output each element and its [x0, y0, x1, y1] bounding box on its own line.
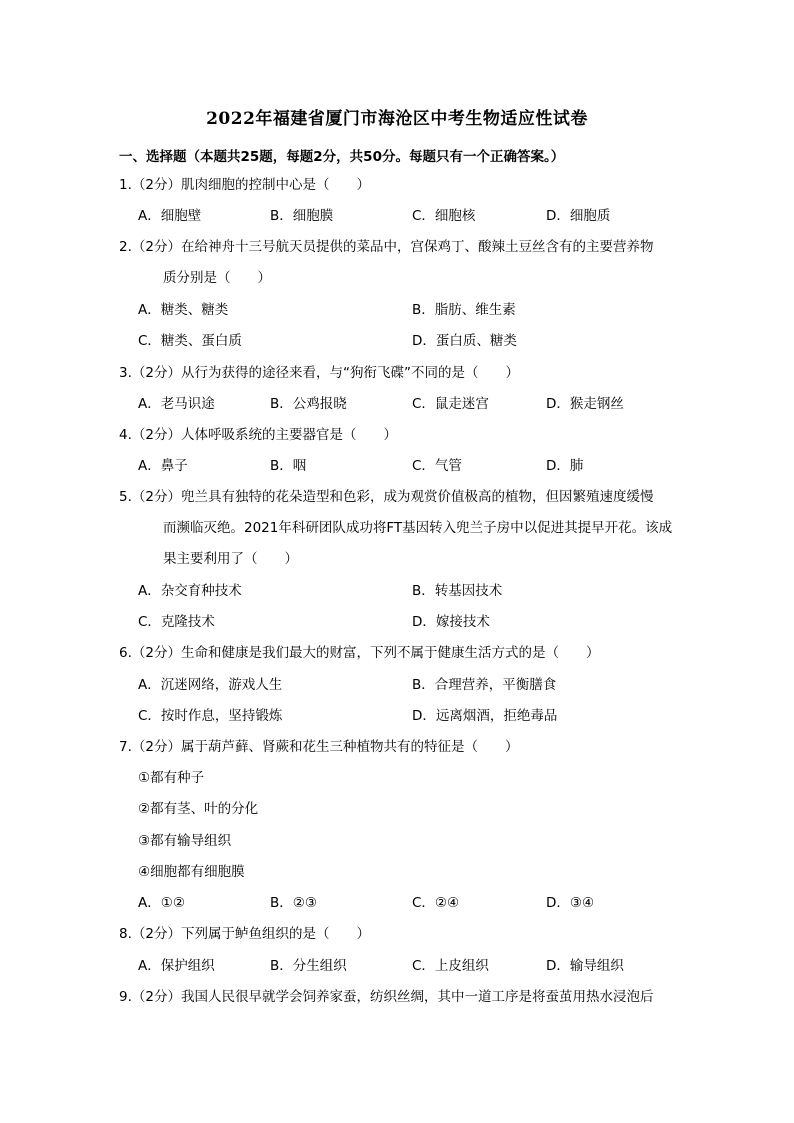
- q7-statement-2: ②都有茎、叶的分化: [138, 801, 259, 817]
- question-8: 8.（2分）下列属于鲈鱼组织的是（ ）: [119, 926, 370, 942]
- q1-option-b: B．细胞膜: [270, 208, 334, 224]
- question-3: 3.（2分）从行为获得的途径来看，与“狗衔飞碟”不同的是（ ）: [119, 365, 519, 381]
- q6-option-c: C．按时作息，坚持锻炼: [138, 708, 283, 724]
- q5-option-d: D．嫁接技术: [412, 614, 490, 630]
- q3-option-b: B．公鸡报晓: [270, 396, 347, 412]
- q1-option-a: A．细胞壁: [138, 208, 202, 224]
- q1-option-c: C．细胞核: [412, 208, 476, 224]
- q6-option-b: B．合理营养，平衡膳食: [412, 677, 557, 693]
- page-title: 2022年福建省厦门市海沧区中考生物适应性试卷: [206, 109, 588, 129]
- q8-option-b: B．分生组织: [270, 958, 347, 974]
- q3-option-a: A．老马识途: [138, 396, 215, 412]
- q7-option-d: D．③④: [546, 895, 595, 911]
- question-9: 9.（2分）我国人民很早就学会饲养家蚕，纺织丝绸，其中一道工序是将蚕茧用热水浸泡后: [119, 989, 654, 1005]
- q6-option-a: A．沉迷网络，游戏人生: [138, 677, 283, 693]
- question-2: 2.（2分）在给神舟十三号航天员提供的菜品中，宫保鸡丁、酸辣土豆丝含有的主要营养物: [119, 239, 654, 255]
- question-5-cont-1: 而濒临灭绝。2021年科研团队成功将FT基因转入兜兰子房中以促进其提早开花。该成: [163, 520, 673, 536]
- question-2-cont: 质分别是（ ）: [163, 270, 271, 286]
- q2-option-a: A．糖类、糖类: [138, 302, 229, 318]
- q8-option-d: D．输导组织: [546, 958, 624, 974]
- question-4: 4.（2分）人体呼吸系统的主要器官是（ ）: [119, 427, 397, 443]
- q7-statement-3: ③都有输导组织: [138, 833, 232, 849]
- q7-option-b: B．②③: [270, 895, 317, 911]
- q7-statement-1: ①都有种子: [138, 770, 205, 786]
- q4-option-d: D．肺: [546, 458, 584, 474]
- q6-option-d: D．远离烟酒，拒绝毒品: [412, 708, 558, 724]
- q3-option-d: D．猴走钢丝: [546, 396, 624, 412]
- q7-statement-4: ④细胞都有细胞膜: [138, 864, 245, 880]
- q2-option-d: D．蛋白质、糖类: [412, 333, 517, 349]
- q5-option-b: B．转基因技术: [412, 583, 503, 599]
- q1-option-d: D．细胞质: [546, 208, 611, 224]
- q4-option-b: B．咽: [270, 458, 307, 474]
- q2-option-c: C．糖类、蛋白质: [138, 333, 242, 349]
- q5-option-a: A．杂交育种技术: [138, 583, 242, 599]
- q5-option-c: C．克隆技术: [138, 614, 215, 630]
- question-5: 5.（2分）兜兰具有独特的花朵造型和色彩，成为观赏价值极高的植物，但因繁殖速度缓慢: [119, 489, 654, 505]
- question-1: 1.（2分）肌肉细胞的控制中心是（ ）: [119, 177, 370, 193]
- q2-option-b: B．脂肪、维生素: [412, 302, 516, 318]
- section-heading: 一、选择题（本题共25题，每题2分，共50分。每题只有一个正确答案。）: [119, 149, 565, 165]
- q7-option-c: C．②④: [412, 895, 460, 911]
- q4-option-c: C．气管: [412, 458, 462, 474]
- q7-option-a: A．①②: [138, 895, 185, 911]
- question-5-cont-2: 果主要利用了（ ）: [163, 551, 298, 567]
- q8-option-a: A．保护组织: [138, 958, 215, 974]
- question-7: 7.（2分）属于葫芦藓、肾蕨和花生三种植物共有的特征是（ ）: [119, 739, 519, 755]
- q3-option-c: C．鼠走迷宫: [412, 396, 489, 412]
- q8-option-c: C．上皮组织: [412, 958, 489, 974]
- q4-option-a: A．鼻子: [138, 458, 188, 474]
- question-6: 6.（2分）生命和健康是我们最大的财富，下列不属于健康生活方式的是（ ）: [119, 645, 600, 661]
